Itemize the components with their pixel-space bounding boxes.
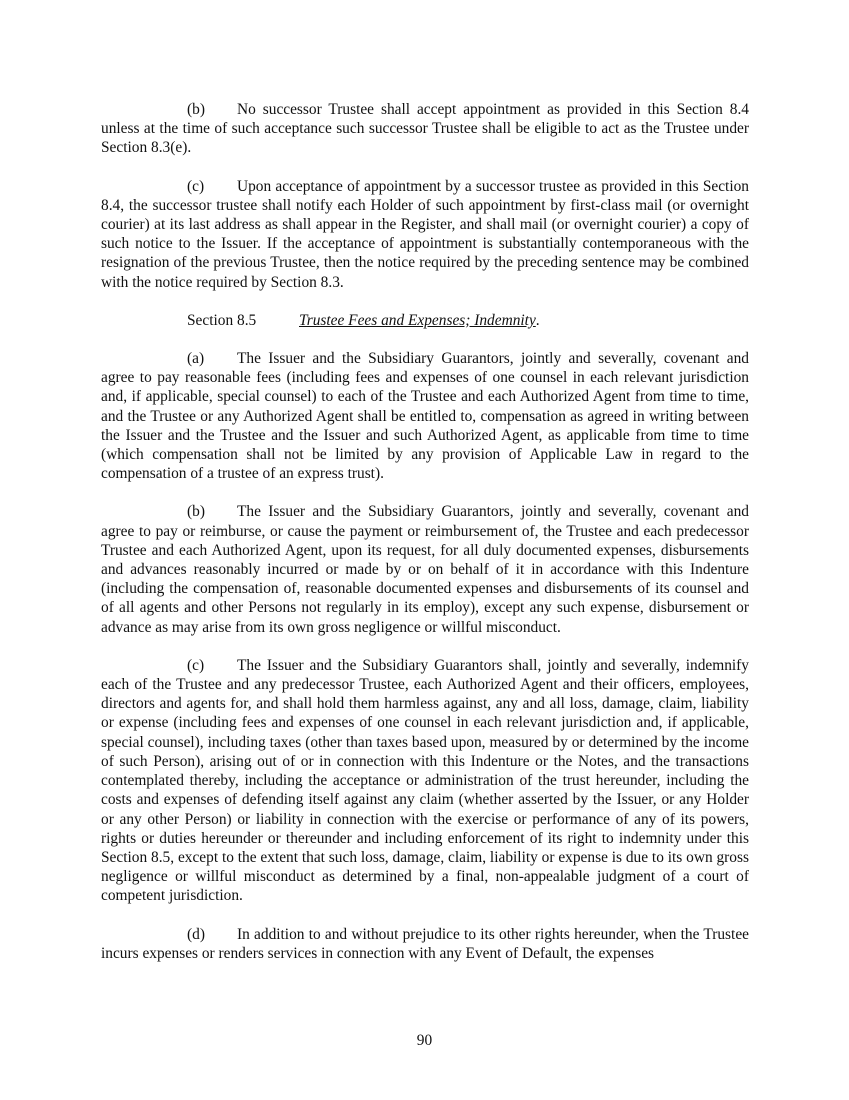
paragraph-8-4-c — [101, 177, 749, 292]
paragraph-8-5-b — [101, 502, 749, 636]
paragraph-label: (b) — [187, 101, 205, 118]
paragraph-8-4-b — [101, 100, 749, 158]
section-heading — [101, 311, 749, 330]
section-number: Section 8.5 — [187, 311, 257, 329]
paragraph-text: Upon acceptance of appointment by a successor trustee as provided in this Section 8.4, the successor trustee shall notify each Holder of such appointment by first-class mail (or overnight courier) at its last address as shall appear in the Register, and shall mail (or overnight courier) a copy of such notice to the Issuer. If the acceptance of appointment is substantially contemporaneous with the resignation of the previous Trustee, then the notice required by the preceding sentence may be combined with the notice required by Section 8.3. — [101, 177, 749, 291]
paragraph-label: (a) — [187, 350, 205, 368]
section-title: Trustee Fees and Expenses; Indemnity — [299, 311, 536, 329]
paragraph-8-5-c — [101, 656, 749, 906]
section-title-period: . — [535, 311, 540, 329]
paragraph-text: No successor Trustee shall accept appointment as provided in this Section 8.4 unless at the time of such acceptance such successor Trustee shall be eligible to act as the Trustee under Section 8.3(e). — [101, 101, 749, 157]
paragraph-text: The Issuer and the Subsidiary Guarantors shall, jointly and severally, indemnify each of the Trustee and any predecessor Trustee, each Authorized Agent and their officers, employees, directors and agents for, and shall hold them harmless against, any and all loss, damage, claim, liability or expense (including fees and expenses of one counsel in each relevant jurisdiction and, if applicable, special counsel), including taxes (other than taxes based upon, measured by or determined by the income of such Person), arising out of or in connection with this Indenture or the Notes, and the transactions contemplated thereby, including the acceptance or administration of the trust hereunder, including the costs and expenses of defending itself against any claim (whether asserted by the Issuer, or any Holder or any other Person) or liability in connection with the exercise or performance of any of its powers, rights or duties hereunder or thereunder and including enforcement of its right to indemnity under this Section 8.5, except to the extent that such loss, damage, claim, liability or expense is due to its own gross negligence or willful misconduct as determined by a final, non-appealable judgment of a court of competent jurisdiction. — [101, 656, 749, 905]
paragraph-label: (d) — [187, 925, 205, 943]
paragraph-label: (b) — [187, 503, 205, 521]
document-page — [101, 100, 749, 982]
paragraph-8-5-a — [101, 349, 749, 483]
paragraph-text: The Issuer and the Subsidiary Guarantors, jointly and severally, covenant and agree to pay reasonable fees (including fees and expenses of one counsel in each relevant jurisdiction and, if applicable, special counsel) to each of the Trustee and each Authorized Agent from time to time, and the Trustee or any Authorized Agent shall be entitled to, compensation as agreed in writing between the Issuer and the Trustee and the Issuer and such Authorized Agent, as applicable from time to time (which compensation shall not be limited by any provision of Applicable Law in regard to the compensation of a trustee of an express trust). — [101, 350, 749, 483]
page-number: 90 — [416, 1032, 433, 1049]
paragraph-text: In addition to and without prejudice to its other rights hereunder, when the Trustee incurs expenses or renders services in connection with any Event of Default, the expenses — [101, 925, 749, 962]
paragraph-8-5-d — [101, 925, 749, 963]
paragraph-label: (c) — [187, 656, 205, 674]
paragraph-text: The Issuer and the Subsidiary Guarantors, jointly and severally, covenant and agree to pay or reimburse, or cause the payment or reimbursement of, the Trustee and each predecessor Trustee and each Authorized Agent, upon its request, for all duly documented expenses, disbursements and advances reasonably incurred or made by or on behalf of it in accordance with this Indenture (including the compensation of, reasonable documented expenses and disbursements of its counsel and of all agents and other Persons not regularly in its employ), except any such expense, disbursement or advance as may arise from its own gross negligence or willful misconduct. — [101, 503, 749, 636]
paragraph-label: (c) — [187, 177, 205, 195]
